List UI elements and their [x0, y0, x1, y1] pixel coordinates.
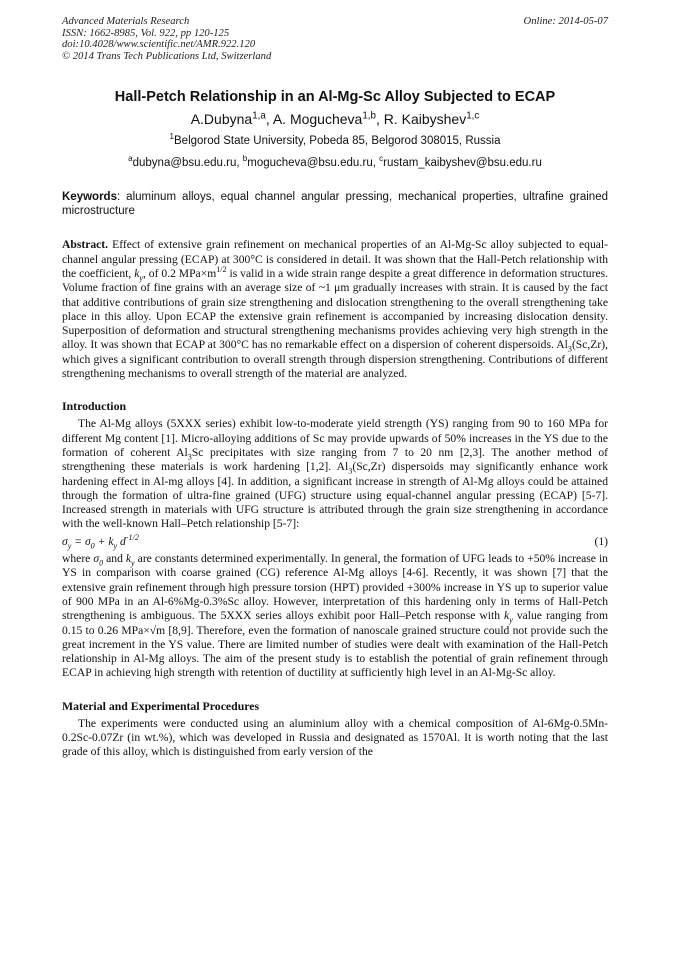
introduction-section: [62, 399, 608, 680]
doi-line: doi:10.4028/www.scientific.net/AMR.922.120: [62, 39, 256, 51]
journal-name: Advanced Materials Research: [62, 16, 190, 27]
paper-title: Hall-Petch Relationship in an Al-Mg-Sc Alloy Subjected to ECAP: [114, 89, 556, 106]
paragraph: The experiments were conducted using an aluminium alloy with a chemical composition of Al-6Mg-0.5Mn-0.2Sc-0.07Zr (in wt.%), which was developed in Russia and designated as 1570Al. It is worth noting that the last grade of this alloy, which is distinguished from early version of the: [62, 716, 608, 759]
author-sup: 1,a: [252, 110, 266, 122]
materials-section: [62, 699, 608, 760]
author-sup: 1,b: [362, 110, 376, 122]
journal-header: [62, 16, 608, 62]
affiliation: $^1$Belgorod State University, Pobeda 85, Belgorod 308015, Russia: [169, 132, 501, 148]
online-date: Online: 2014-05-07: [523, 16, 608, 27]
keywords-label: Keywords: [62, 191, 117, 204]
abstract-label: Abstract.: [62, 238, 109, 252]
copyright-line: © 2014 Trans Tech Publications Ltd, Switzerland: [62, 50, 272, 62]
paragraph: The Al-Mg alloys (5XXX series) exhibit low-to-moderate yield strength (YS) ranging from 90 to 160 MPa for different Mg content [1]. Micro-alloying additions of Sc may provide upwards of 50% increases in the YS due to the formation of coherent $Al_3Sc$ precipitates with size ranging from 7 to 20 nm [2,3]. The another method of strengthening these materials is work hardening [1,2]. $Al_3(Sc,Zr)$ dispersoids may significantly enhance work hardening effect in Al-mg alloys [4]. In addition, a significant increase in strength of Al-Mg alloys could be attained through the formation of ultra-fine grained (UFG) structure using equal-channel angular pressing (ECAP) [5-7]. Increased strength in materials with UFG structure is attributed through the grain size strengthening in accordance with the well-known Hall–Petch relationship [5-7]:: [62, 417, 608, 531]
paragraph: where $\sigma_0$ and $k_y$ are constants determined experimentally. In general, the formation of UFG leads to +50% increase in YS in comparison with coarse grained (CG) reference Al-Mg alloys [4-6]. Recently, it was shown [7] that the extensive grain refinement through high pressure torsion (HPT) provided +300% increase in YS up to superior value of 900 MPa in an Al-6%Mg-0.3%Sc alloy. However, interpretation of this hardening only in terms of Hall-Petch strengthening is ambiguous. The 5XXX series alloys exhibit poor Hall–Petch response with $k_y$ value ranging from 0.15 to 0.26 MPa×√m [8,9]. Therefore, even the formation of nanoscale grained structure could not provide such the great increment in the YS value. There are limited number of studies were dealt with examination of the Hall-Petch relationship in Al-Mg alloys. The aim of the present study is to establish the potential of grain refinement through ECAP in achieving high strength with retention of ductility at sufficiently high level in an Al-Mg-Sc alloy.: [62, 552, 608, 680]
issn-line: ISSN: 1662-8985, Vol. 922, pp 120-125: [62, 27, 230, 39]
abstract: Abstract. Effect of extensive grain refinement on mechanical properties of an Al-Mg-Sc alloy subjected to equal-channel angular pressing (ECAP) at 300°C is considered in detail. It was shown that the Hall-Petch relationship with the coefficient, $k_y$, of 0.2 $MPa\times m^{1/2}$ is valid in a wide strain range despite a great difference in deformation structures. Volume fraction of fine grains with an average size of ~1 μm gradually increases with strain. It is caused by the fact that additive contributions of grain size strengthening and dislocation strengthening to the overall strengthening take place in this alloy. Upon ECAP the extensive grain refinement is accompanied by increasing dislocation density. Superposition of deformation and structural strengthening mechanisms provides achieving very high strength in the alloy. It was shown that ECAP at 300°C has no remarkable effect on a dispersion of coherent dispersoids. $Al_3(Sc,Zr)$, which gives a significant contribution to overall strength through dispersion strengthening. Contributions of different strengthening mechanisms to overall strength of the material are analyzed.: [62, 238, 608, 381]
email-link[interactable]: mogucheva@bsu.edu.ru,: [247, 157, 380, 170]
author-list: A.Dubyna$^{1,a}$, A. Mogucheva$^{1,b}$, R. Kaibyshev$^{1,c}$: [190, 110, 480, 128]
email-link[interactable]: rustam_kaibyshev@bsu.edu.ru: [383, 157, 542, 170]
email-link[interactable]: dubyna@bsu.edu.ru,: [132, 157, 243, 170]
keywords-text: : aluminum alloys, equal channel angular pressing, mechanical properties, ultrafine grained microstructure: [62, 191, 608, 218]
author-name: A. Mogucheva: [272, 111, 363, 128]
section-heading: Introduction: [62, 399, 127, 414]
author-name: R. Kaibyshev: [383, 111, 467, 128]
keywords: [62, 190, 608, 218]
equation-hall-petch: $\sigma_y = \sigma_0 + k_y$ $d^{-1/2}$ (1): [62, 532, 608, 551]
section-heading: Material and Experimental Procedures: [62, 698, 260, 713]
author-name: A.Dubyna: [190, 111, 253, 128]
author-sup: 1,c: [466, 110, 480, 122]
equation-number: (1): [594, 534, 608, 548]
author-emails: $^a$dubyna@bsu.edu.ru, $^b$mogucheva@bsu.edu.ru, $^c$rustam_kaibyshev@bsu.edu.ru: [128, 154, 542, 170]
